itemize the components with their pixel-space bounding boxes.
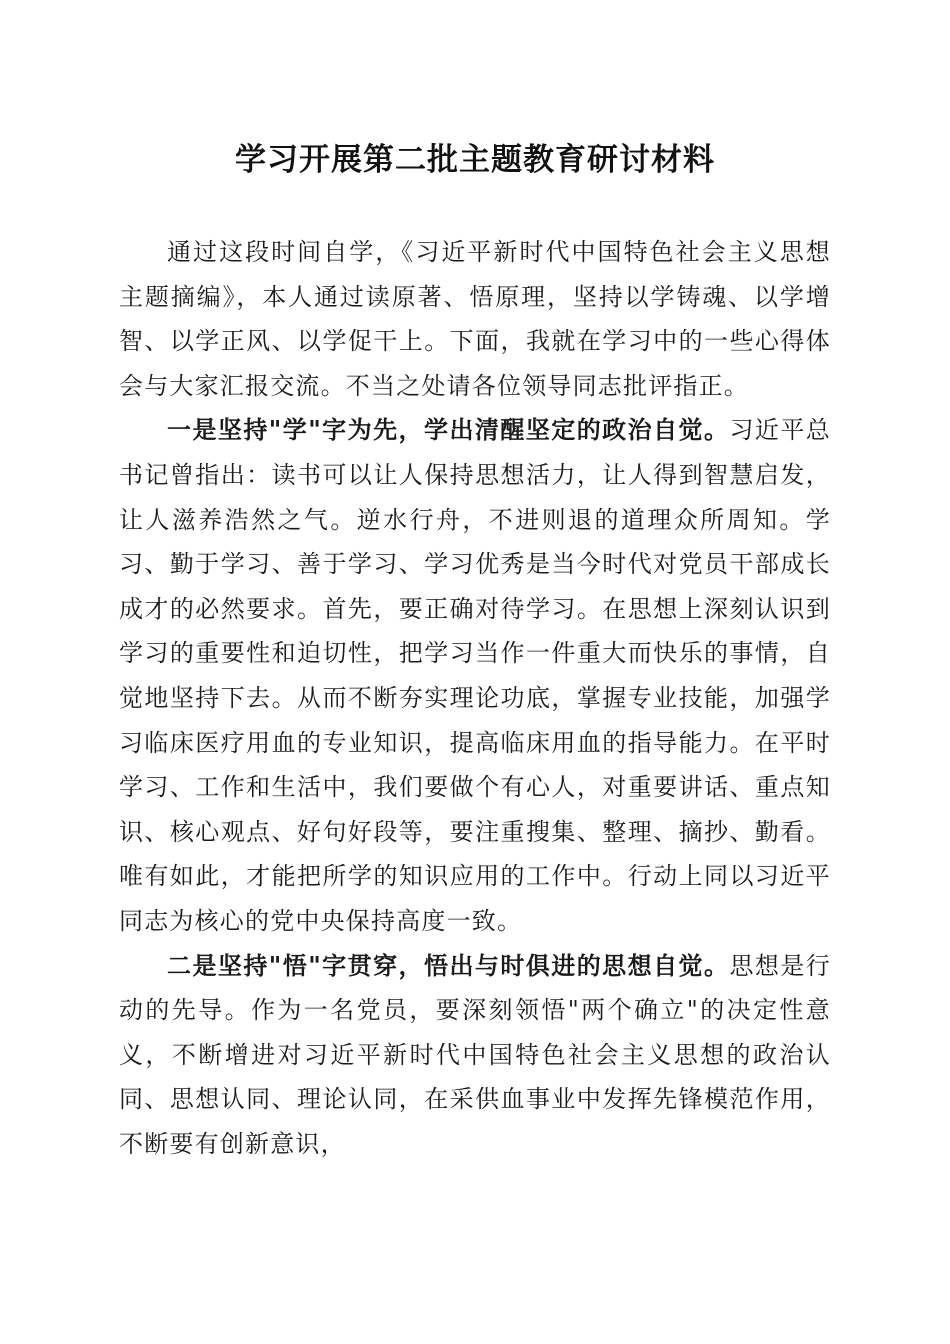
document-body (119, 230, 831, 1166)
paragraph-point-two (119, 944, 831, 1167)
paragraph-point-one-heading: 一是坚持"学"字为先，学出清醒坚定的政治自觉。 (167, 415, 730, 445)
paragraph-point-two-heading: 二是坚持"悟"字贯穿，悟出与时俱进的思想自觉。 (167, 950, 730, 980)
paragraph-intro-text: 通过这段时间自学，《习近平新时代中国特色社会主义思想主题摘编》，本人通过读原著、悟原理，坚持以学铸魂、以学增智、以学正风、以学促干上。下面，我就在学习中的一些心得体会与大家汇报交流。不当之处请各位领导同志批评指正。 (119, 238, 831, 400)
paragraph-point-two-text: 思想是行动的先导。作为一名党员，要深刻领悟"两个确立"的决定性意义，不断增进对习近平新时代中国特色社会主义思想的政治认同、思想认同、理论认同，在采供血事业中发挥先锋模范作用，不断要有创新意识， (119, 951, 831, 1158)
document-title: 学习开展第二批主题教育研讨材料 (235, 142, 715, 178)
paragraph-point-one-text: 习近平总书记曾指出：读书可以让人保持思想活力，让人得到智慧启发，让人滋养浩然之气。逆水行舟，不进则退的道理众所周知。学习、勤于学习、善于学习、学习优秀是当今时代对党员干部成长成才的必然要求。首先，要正确对待学习。在思想上深刻认识到学习的重要性和迫切性，把学习当作一件重大而快乐的事情，自觉地坚持下去。从而不断夯实理论功底，掌握专业技能，加强学习临床医疗用血的专业知识，提高临床用血的指导能力。在平时学习、工作和生活中，我们要做个有心人，对重要讲话、重点知识、核心观点、好句好段等，要注重搜集、整理、摘抄、勤看。唯有如此，才能把所学的知识应用的工作中。行动上同以习近平同志为核心的党中央保持高度一致。 (119, 416, 831, 935)
paragraph-intro (119, 230, 831, 408)
paragraph-point-one (119, 408, 831, 943)
